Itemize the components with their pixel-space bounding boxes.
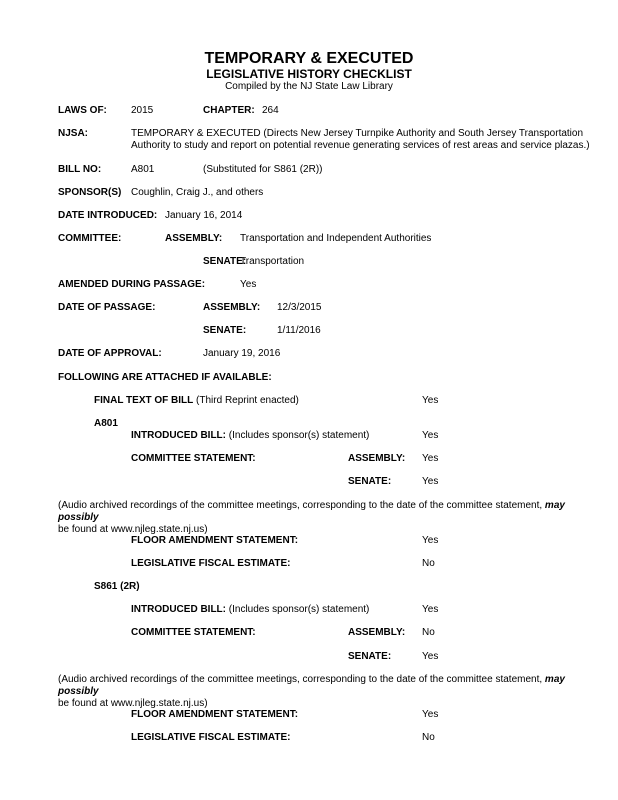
amended-value: Yes — [240, 279, 257, 290]
njsa-label: NJSA: — [58, 128, 89, 139]
s861-introduced-value: Yes — [422, 604, 439, 615]
a801-floor-value: Yes — [422, 535, 439, 546]
s861-fiscal-value: No — [422, 732, 435, 743]
approval-label: DATE OF APPROVAL: — [58, 348, 162, 359]
a801-introduced-label: INTRODUCED BILL: — [131, 430, 226, 441]
final-text-value: Yes — [422, 395, 439, 406]
s861-audio-text: (Audio archived recordings of the committee meetings, corresponding to the date of the committee statement, — [58, 674, 543, 685]
a801-introduced-value: Yes — [422, 430, 439, 441]
s861-assembly-value: No — [422, 627, 435, 638]
substituted-for: (Substituted for S861 (2R)) — [203, 164, 323, 175]
s861-introduced-row — [131, 604, 369, 616]
njsa-value: TEMPORARY & EXECUTED (Directs New Jersey Turnpike Authority and South Jersey Transportation Authority to study and report on potential revenue generating services of rest areas and service plazas.) — [131, 128, 590, 151]
attached-heading: FOLLOWING ARE ATTACHED IF AVAILABLE: — [58, 372, 272, 383]
chapter-label: CHAPTER: — [203, 105, 255, 116]
passage-label: DATE OF PASSAGE: — [58, 302, 156, 313]
laws-of-value: 2015 — [131, 105, 154, 116]
committee-assembly-label: ASSEMBLY: — [165, 233, 223, 244]
a801-assembly-value: Yes — [422, 453, 439, 464]
a801-senate-label: SENATE: — [348, 476, 392, 487]
approval-value: January 19, 2016 — [203, 348, 281, 359]
laws-of-label: LAWS OF: — [58, 105, 107, 116]
a801-audio-note — [58, 500, 603, 536]
a801-fiscal-label: LEGISLATIVE FISCAL ESTIMATE: — [131, 558, 291, 569]
sponsors-value: Coughlin, Craig J., and others — [131, 187, 264, 198]
document-title: TEMPORARY & EXECUTED — [204, 50, 414, 67]
s861-audio-text2: be found at www.njleg.state.nj.us) — [58, 698, 208, 709]
s861-audio-emphasis: may possibly — [58, 674, 565, 697]
committee-label: COMMITTEE: — [58, 233, 122, 244]
sponsors-label: SPONSOR(S) — [58, 187, 122, 198]
a801-audio-text2: be found at www.njleg.state.nj.us) — [58, 524, 208, 535]
committee-assembly-value: Transportation and Independent Authorities — [240, 233, 432, 244]
s861-audio-note — [58, 674, 603, 710]
s861-floor-value: Yes — [422, 709, 439, 720]
s861-committee-label: COMMITTEE STATEMENT: — [131, 627, 256, 638]
a801-audio-emphasis: may possibly — [58, 500, 565, 523]
bill-no-value: A801 — [131, 164, 155, 175]
passage-senate-label: SENATE: — [203, 325, 247, 336]
committee-senate-value: Transportation — [240, 256, 305, 267]
a801-senate-value: Yes — [422, 476, 439, 487]
s861-fiscal-label: LEGISLATIVE FISCAL ESTIMATE: — [131, 732, 291, 743]
a801-floor-label: FLOOR AMENDMENT STATEMENT: — [131, 535, 299, 546]
passage-senate-value: 1/11/2016 — [277, 325, 321, 336]
s861-senate-value: Yes — [422, 651, 439, 662]
document-subtitle: LEGISLATIVE HISTORY CHECKLIST — [206, 67, 412, 81]
passage-assembly-label: ASSEMBLY: — [203, 302, 261, 313]
a801-committee-label: COMMITTEE STATEMENT: — [131, 453, 256, 464]
compiled-by: Compiled by the NJ State Law Library — [225, 81, 393, 92]
a801-introduced-note: (Includes sponsor(s) statement) — [228, 430, 370, 441]
a801-heading: A801 — [94, 418, 118, 429]
amended-label: AMENDED DURING PASSAGE: — [58, 279, 206, 290]
s861-heading: S861 (2R) — [94, 581, 140, 592]
s861-introduced-note: (Includes sponsor(s) statement) — [228, 604, 370, 615]
date-introduced-label: DATE INTRODUCED: — [58, 210, 158, 221]
s861-introduced-label: INTRODUCED BILL: — [131, 604, 226, 615]
s861-senate-label: SENATE: — [348, 651, 392, 662]
final-text-row — [94, 395, 299, 407]
a801-audio-text: (Audio archived recordings of the committee meetings, corresponding to the date of the committee statement, — [58, 500, 543, 511]
s861-floor-label: FLOOR AMENDMENT STATEMENT: — [131, 709, 299, 720]
chapter-value: 264 — [262, 105, 279, 116]
s861-assembly-label: ASSEMBLY: — [348, 627, 406, 638]
passage-assembly-value: 12/3/2015 — [277, 302, 322, 313]
date-introduced-value: January 16, 2014 — [165, 210, 243, 221]
committee-senate-label: SENATE: — [203, 256, 247, 267]
a801-fiscal-value: No — [422, 558, 435, 569]
a801-introduced-row — [131, 430, 369, 442]
final-text-label: FINAL TEXT OF BILL — [94, 395, 194, 406]
final-text-note: (Third Reprint enacted) — [196, 395, 299, 406]
a801-assembly-label: ASSEMBLY: — [348, 453, 406, 464]
bill-no-label: BILL NO: — [58, 164, 102, 175]
a801-assembly-row — [348, 453, 405, 465]
